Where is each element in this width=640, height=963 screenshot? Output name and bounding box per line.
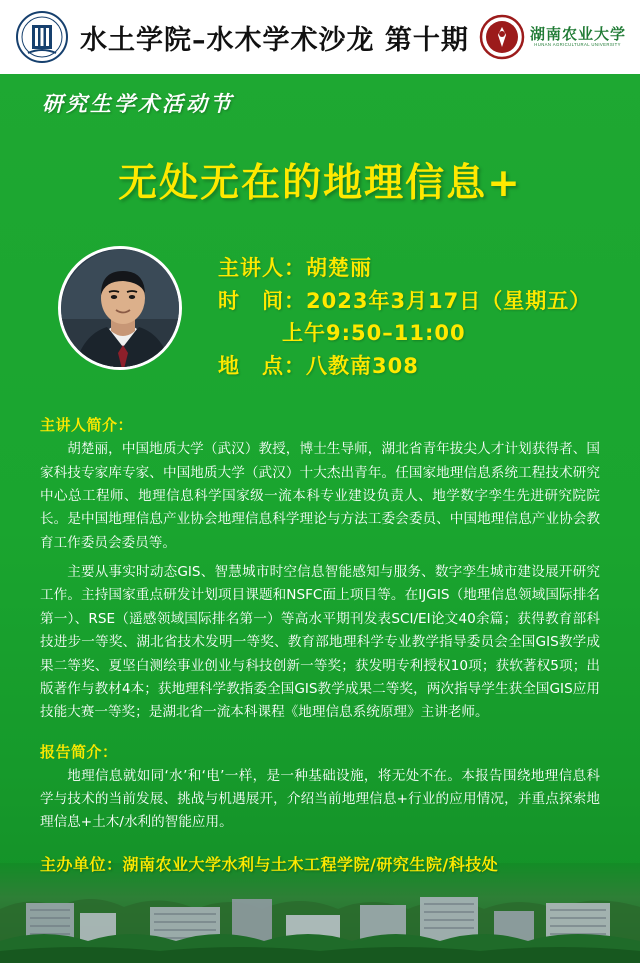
shuitu-college-emblem-icon <box>14 9 70 65</box>
main-title: 无处无在的地理信息+ <box>118 161 522 206</box>
speaker-block <box>0 246 640 382</box>
speaker-time-line: 时 间：2023年3月17日（星期五） <box>218 288 592 313</box>
abstract-paragraph-1: 地理信息就如同‘水’和‘电’一样，是一种基础设施，将无处不在。本报告围绕地理信息科学与技术的当前发展、挑战与机遇展开，介绍当前地理信息+行业的应用情况，并重点探索地理信息+土木/水利的智能应用。 <box>40 767 600 831</box>
hunan-agri-university-emblem-icon <box>479 14 525 60</box>
festival-label: 研究生学术活动节 <box>42 91 234 116</box>
bio-paragraph-1: 胡楚丽，中国地质大学（武汉）教授，博士生导师，湖北省青年拔尖人才计划获得者、国家科技专家库专家、中国地质大学（武汉）十大杰出青年。任国家地理信息系统工程技术研究中心总工程师、地理信息科学国家级一流本科专业建设负责人、地学数字孪生先进研究院院长。是中国地理信息产业协会地理信息科学理论与方法工委会委员、中国地理信息产业协会教育工作委员会委员等。 <box>40 441 600 551</box>
speaker-details <box>218 246 591 382</box>
section-heading-abstract: 报告简介： <box>40 742 118 761</box>
speaker-place-line: 地 点：八教南308 <box>218 353 419 378</box>
poster-body <box>0 414 640 835</box>
section-spacer <box>40 731 600 741</box>
campus-illustration <box>0 863 640 963</box>
university-logo-text <box>529 24 626 47</box>
page-title: 水土学院–水木学术沙龙 第十期 <box>80 24 469 56</box>
poster-header <box>0 0 640 74</box>
speaker-name-line: 主讲人：胡楚丽 <box>218 256 372 280</box>
university-name-cn: 湖南农业大学 <box>529 24 626 43</box>
speaker-portrait <box>58 246 182 370</box>
university-name-en: HUNAN AGRICULTURAL UNIVERSITY <box>534 41 622 47</box>
bio-paragraph-2: 主要从事实时动态GIS、智慧城市时空信息智能感知与服务、数字孪生城市建设展开研究工作。主持国家重点研发计划项目课题和NSFC面上项目等。在IJGIS（地理信息领域国际排名第一）、RSE（遥感领域国际排名第一）等高水平期刊发表SCI/EI论文40余篇；获得教育部科技进步一等奖、湖北省技术发明一等奖、教育部地理科学专业教学指导委员会全国GIS教学成果二等奖、夏坚白测绘事业创业与科技创新一等奖；获发明专利授权10项；获软著权5项；出版著作与教材4本；获地理科学教指委全国GIS教学成果二等奖，两次指导学生获全国GIS应用技能大赛一等奖；是湖北省一流本科课程《地理信息系统原理》主讲老师。 <box>40 564 600 721</box>
section-heading-bio: 主讲人简介： <box>40 416 134 435</box>
speaker-time-line-2: 上午9:50–11:00 <box>282 321 466 346</box>
organizer-label: 主办单位：湖南农业大学水利与土木工程学院/研究生院/科技处 <box>40 855 499 874</box>
university-logo <box>479 14 626 60</box>
